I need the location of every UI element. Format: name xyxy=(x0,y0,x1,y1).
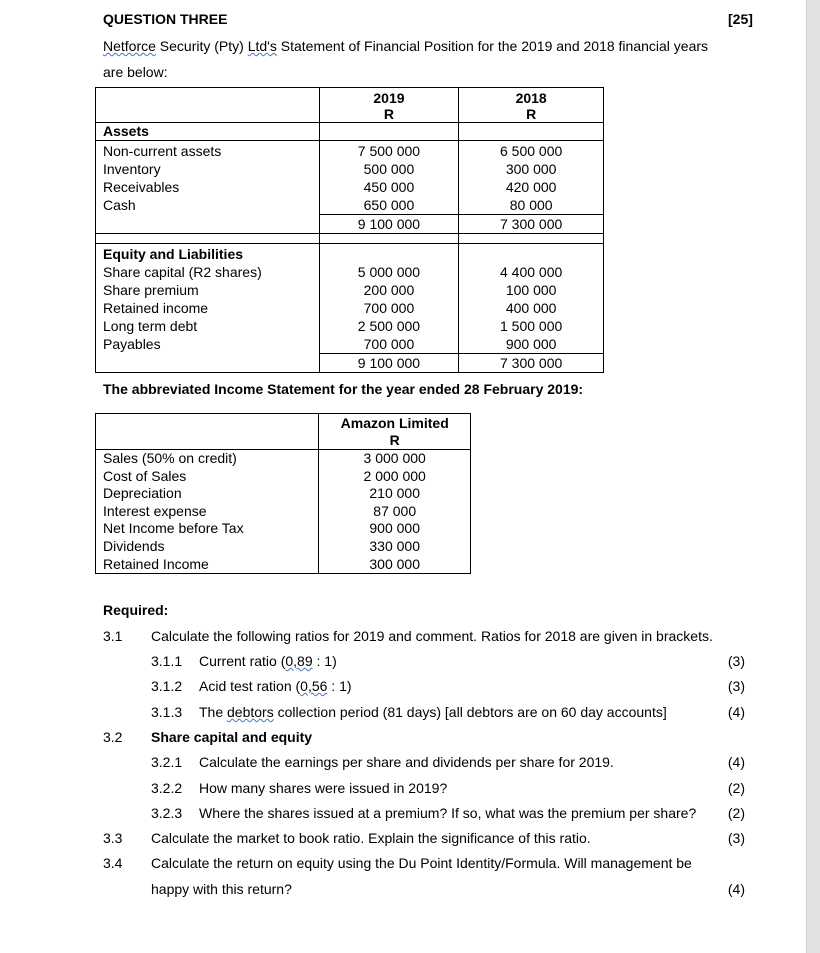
income-values xyxy=(319,450,471,574)
equity-value-2019: 700 000 xyxy=(320,335,459,354)
assets-2019 xyxy=(319,141,459,234)
asset-label: Cash xyxy=(103,197,136,213)
equity-value-2018: 100 000 xyxy=(505,282,557,298)
equity-value-2019: 700 000 xyxy=(363,300,415,316)
income-label: Net Income before Tax xyxy=(103,520,244,537)
q313-text-b: collection period (81 days) [all debtors are on 60 day accounts] xyxy=(273,704,667,720)
q313-number: 3.1.3 xyxy=(151,704,183,720)
income-label: Retained Income xyxy=(103,555,209,572)
q311-number: 3.1.1 xyxy=(151,653,183,669)
equity-label: Payables xyxy=(103,336,161,352)
q32-number: 3.2 xyxy=(103,729,123,745)
income-value: 330 000 xyxy=(369,537,420,554)
income-label: Dividends xyxy=(103,537,165,554)
sfp-2018-year: 2018 xyxy=(515,90,547,106)
q33-text: Calculate the market to book ratio. Explain the significance of this ratio. xyxy=(151,830,591,846)
q34-marks: (4) xyxy=(727,881,745,897)
intro-line-2: are below: xyxy=(103,64,168,80)
income-header-row xyxy=(96,414,471,450)
q321-number: 3.2.1 xyxy=(151,754,183,770)
q33-number: 3.3 xyxy=(103,830,123,846)
equity-2018 xyxy=(459,244,604,373)
equity-label: Retained income xyxy=(103,300,209,316)
income-label: Interest expense xyxy=(103,502,207,519)
assets-heading-2018 xyxy=(459,123,604,141)
q32-text: Share capital and equity xyxy=(151,729,313,745)
q31-number: 3.1 xyxy=(103,628,123,644)
assets-heading: Assets xyxy=(96,123,320,141)
q312-text xyxy=(199,678,352,694)
sfp-equity-block xyxy=(96,244,604,373)
asset-value-2018: 80 000 xyxy=(459,196,603,215)
income-table xyxy=(95,413,471,574)
assets-heading-2019 xyxy=(319,123,459,141)
income-value: 210 000 xyxy=(369,485,420,502)
equity-value-2018: 900 000 xyxy=(459,335,603,354)
q312-marks: (3) xyxy=(727,678,745,694)
asset-value-2018: 6 500 000 xyxy=(500,143,563,159)
income-value: 3 000 000 xyxy=(363,450,426,466)
q321-text: Calculate the earnings per share and dividends per share for 2019. xyxy=(199,754,614,770)
income-label: Cost of Sales xyxy=(103,467,187,484)
asset-value-2019: 650 000 xyxy=(320,196,459,215)
q322-number: 3.2.2 xyxy=(151,780,183,796)
income-header-col xyxy=(319,414,471,450)
income-value: 2 000 000 xyxy=(363,467,426,484)
equity-value-2018: 400 000 xyxy=(505,300,557,316)
equity-value-2019: 2 500 000 xyxy=(357,318,421,334)
q311-text-b: : 1) xyxy=(312,653,337,669)
intro-text-2: Statement of Financial Position for the 2019 and 2018 financial years xyxy=(276,38,709,54)
q323-text: Where the shares issued at a premium? If so, what was the premium per share? xyxy=(199,805,697,821)
income-heading: The abbreviated Income Statement for the year ended 28 February 2019: xyxy=(103,381,584,397)
total-marks: [25] xyxy=(728,11,753,27)
equity-value-2018: 1 500 000 xyxy=(500,318,563,334)
intro-company: Netforce xyxy=(103,38,156,54)
income-label: Sales (50% on credit) xyxy=(103,450,237,466)
q311-marks: (3) xyxy=(727,653,745,669)
income-labels xyxy=(96,450,319,574)
q322-text: How many shares were issued in 2019? xyxy=(199,780,448,796)
equity-total-2019: 9 100 000 xyxy=(357,355,421,371)
q312-text-b: : 1) xyxy=(327,678,352,694)
question-title: QUESTION THREE xyxy=(103,11,228,27)
equity-label: Share capital (R2 shares) xyxy=(103,264,262,280)
equity-value-2019: 5 000 000 xyxy=(357,264,421,280)
assets-total-2019: 9 100 000 xyxy=(357,216,421,232)
income-col-title: Amazon Limited xyxy=(340,415,449,431)
sfp-header-2019 xyxy=(319,88,459,123)
q34-text-line2: happy with this return? xyxy=(151,881,292,897)
income-header-label-cell xyxy=(96,414,319,450)
q323-number: 3.2.3 xyxy=(151,805,183,821)
equity-total-2018: 7 300 000 xyxy=(500,355,563,371)
q31-text: Calculate the following ratios for 2019 and comment. Ratios for 2018 are given in brackets. xyxy=(151,628,713,644)
income-value: 300 000 xyxy=(369,555,420,572)
asset-value-2019: 500 000 xyxy=(363,161,415,177)
asset-label: Non-current assets xyxy=(103,143,222,159)
intro-text-1: Security (Pty) xyxy=(155,38,248,54)
sfp-header-row xyxy=(96,88,604,123)
equity-value-2019: 200 000 xyxy=(363,282,415,298)
spacer-cell xyxy=(459,234,604,244)
q322-marks: (2) xyxy=(727,780,745,796)
income-col-unit: R xyxy=(389,432,400,448)
intro-ltd: Ltd's xyxy=(247,38,277,54)
income-value: 87 000 xyxy=(373,502,417,519)
equity-heading: Equity and Liabilities xyxy=(103,246,244,262)
sfp-spacer-row xyxy=(96,234,604,244)
q313-text xyxy=(199,704,667,720)
q33-marks: (3) xyxy=(727,830,745,846)
q311-ratio: 0,89 xyxy=(285,653,313,669)
q323-marks: (2) xyxy=(727,805,745,821)
assets-labels xyxy=(96,141,320,234)
q34-number: 3.4 xyxy=(103,855,123,871)
required-heading: Required: xyxy=(103,602,169,618)
q312-number: 3.1.2 xyxy=(151,678,183,694)
assets-2018 xyxy=(459,141,604,234)
vertical-scrollbar[interactable] xyxy=(806,0,820,953)
sfp-2018-unit: R xyxy=(526,106,537,122)
assets-total-2018: 7 300 000 xyxy=(500,216,563,232)
q313-marks: (4) xyxy=(727,704,745,720)
q321-marks: (4) xyxy=(727,754,745,770)
sfp-table xyxy=(95,87,604,373)
sfp-assets-heading-row xyxy=(96,123,604,141)
q311-text xyxy=(199,653,337,669)
equity-value-2018: 4 400 000 xyxy=(500,264,563,280)
asset-value-2019: 7 500 000 xyxy=(357,143,421,159)
asset-label: Receivables xyxy=(103,179,180,195)
sfp-assets-block xyxy=(96,141,604,234)
q312-text-a: Acid test ration ( xyxy=(199,678,301,694)
income-body xyxy=(96,450,471,574)
spacer-cell xyxy=(319,234,459,244)
equity-2019 xyxy=(319,244,459,373)
q313-text-a: The xyxy=(199,704,228,720)
sfp-header-label-cell xyxy=(96,88,320,123)
intro-line-1 xyxy=(103,38,708,54)
q34-text-line1: Calculate the return on equity using the Du Point Identity/Formula. Will management be xyxy=(151,855,692,871)
sfp-2019-year: 2019 xyxy=(373,90,405,106)
equity-label: Share premium xyxy=(103,282,199,298)
q311-text-a: Current ratio ( xyxy=(199,653,286,669)
sfp-header-2018 xyxy=(459,88,604,123)
income-label: Depreciation xyxy=(103,485,182,502)
sfp-2019-unit: R xyxy=(383,106,395,122)
income-value: 900 000 xyxy=(369,520,420,537)
equity-labels xyxy=(96,244,320,373)
asset-value-2018: 300 000 xyxy=(505,161,557,177)
asset-label: Inventory xyxy=(103,161,161,177)
asset-value-2019: 450 000 xyxy=(363,179,415,195)
equity-label: Long term debt xyxy=(103,318,198,334)
q313-debtors: debtors xyxy=(227,704,274,720)
spacer-cell xyxy=(96,234,320,244)
asset-value-2018: 420 000 xyxy=(505,179,557,195)
q312-ratio: 0,56 xyxy=(300,678,328,694)
